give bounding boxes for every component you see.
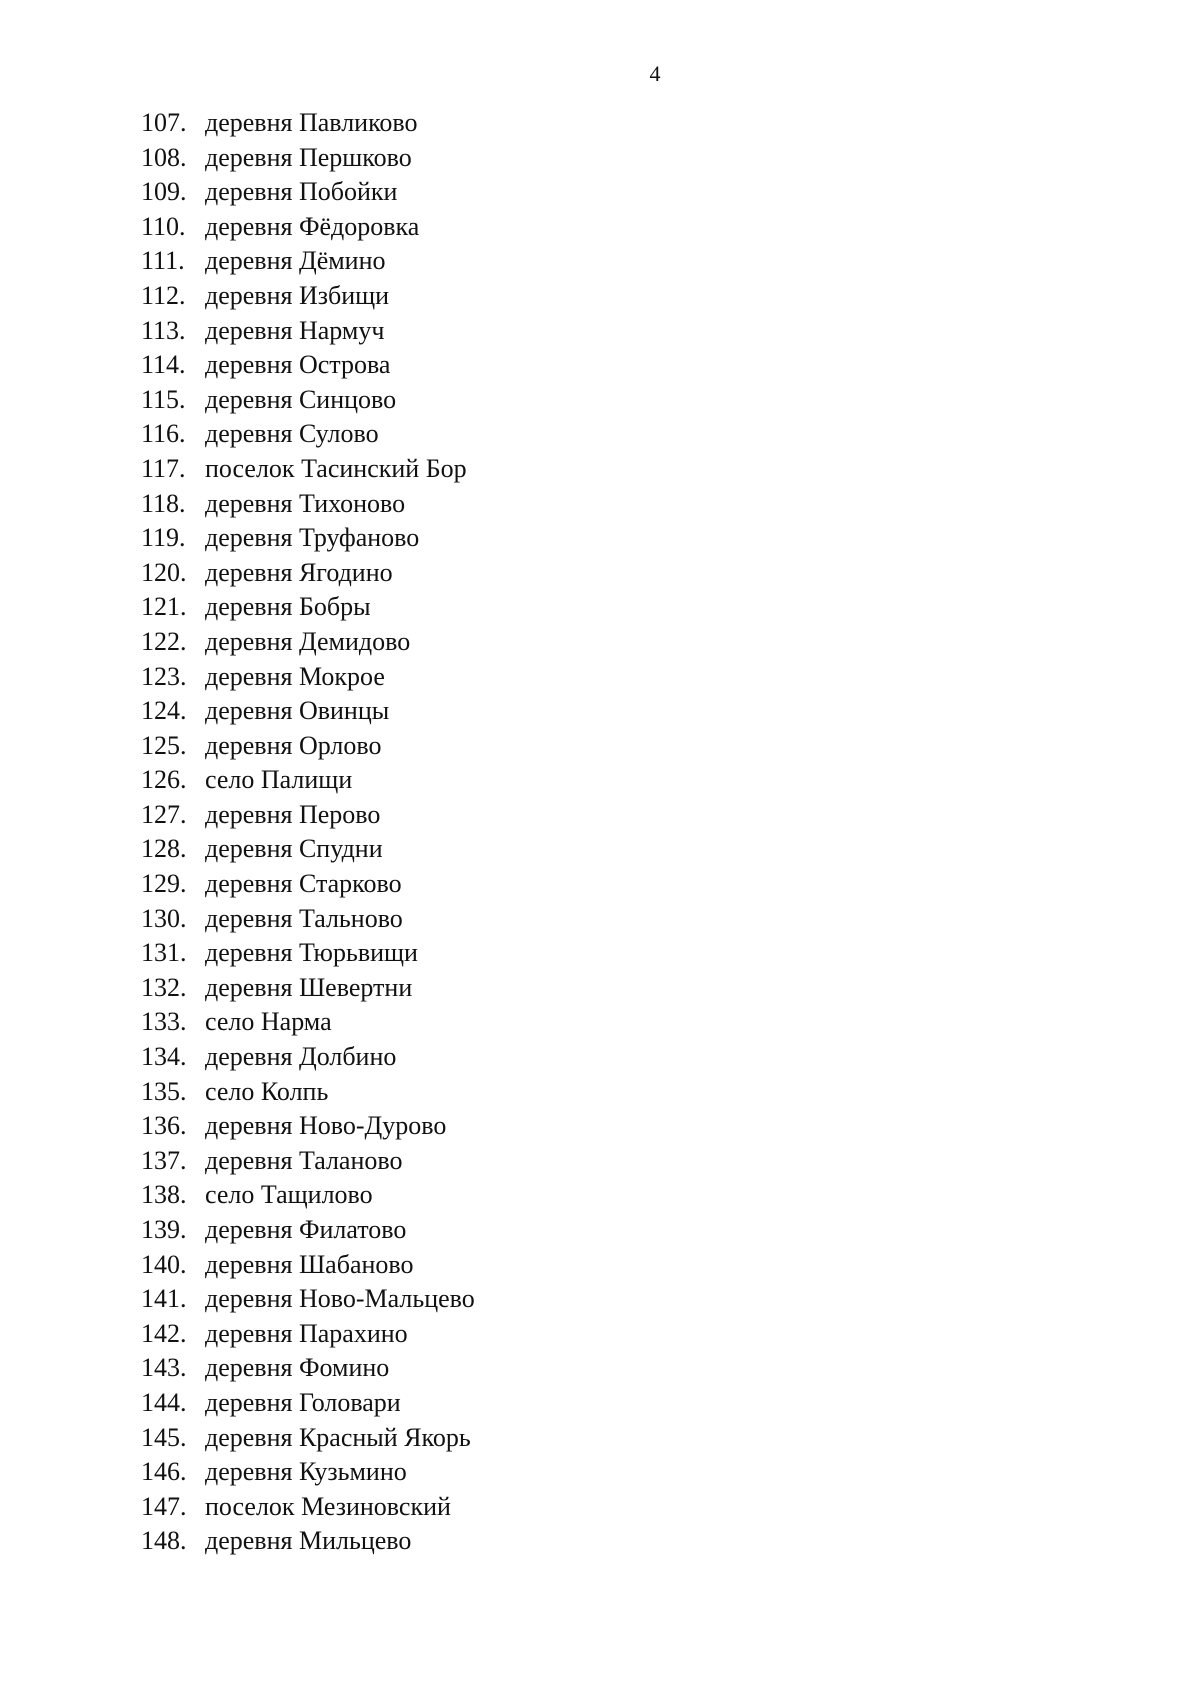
settlement-name: деревня Мокрое bbox=[205, 661, 385, 691]
settlement-name: деревня Павликово bbox=[205, 108, 418, 137]
list-item bbox=[141, 1075, 475, 1110]
settlement-name: деревня Ягодино bbox=[205, 557, 393, 587]
item-number: 146. bbox=[141, 1457, 187, 1487]
item-number: 126. bbox=[141, 765, 187, 795]
list-item bbox=[141, 141, 475, 176]
list-item bbox=[141, 487, 475, 522]
settlement-name: деревня Фёдоровка bbox=[205, 211, 420, 241]
item-number: 127. bbox=[141, 799, 187, 829]
settlement-name: деревня Шабаново bbox=[205, 1249, 414, 1279]
item-number: 123. bbox=[141, 661, 187, 691]
item-number: 136. bbox=[141, 1111, 187, 1141]
list-item bbox=[141, 556, 475, 591]
settlement-name: деревня Ново-Мальцево bbox=[205, 1284, 475, 1314]
list-item bbox=[141, 832, 475, 867]
item-number: 124. bbox=[141, 696, 187, 726]
item-number: 111. bbox=[141, 246, 185, 276]
settlement-name: деревня Парахино bbox=[205, 1318, 408, 1348]
item-number: 109. bbox=[141, 177, 187, 207]
item-number: 132. bbox=[141, 972, 187, 1002]
list-item bbox=[141, 694, 475, 729]
item-number: 115. bbox=[141, 384, 186, 414]
item-number: 137. bbox=[141, 1145, 187, 1175]
item-number: 133. bbox=[141, 1007, 187, 1037]
item-number: 116. bbox=[141, 419, 186, 449]
item-number: 128. bbox=[141, 834, 187, 864]
list-item bbox=[141, 1005, 475, 1040]
list-item bbox=[141, 590, 475, 625]
list-item bbox=[141, 625, 475, 660]
list-item bbox=[141, 244, 475, 279]
settlement-name: деревня Фомино bbox=[205, 1353, 390, 1383]
item-number: 140. bbox=[141, 1249, 187, 1279]
settlement-name: деревня Демидово bbox=[205, 626, 411, 656]
page-number: 4 bbox=[649, 61, 661, 86]
settlement-list bbox=[141, 106, 475, 1559]
settlement-name: деревня Побойки bbox=[205, 177, 398, 207]
item-number: 147. bbox=[141, 1491, 187, 1521]
settlement-name: село Тащилово bbox=[205, 1180, 373, 1210]
item-number: 139. bbox=[141, 1215, 187, 1244]
list-item bbox=[141, 314, 475, 349]
list-item bbox=[141, 1109, 475, 1144]
item-number: 110. bbox=[141, 211, 186, 241]
list-item bbox=[141, 210, 475, 245]
list-item bbox=[141, 1317, 475, 1352]
settlement-name: деревня Острова bbox=[205, 350, 391, 380]
item-number: 148. bbox=[141, 1526, 187, 1556]
list-item bbox=[141, 867, 475, 902]
settlement-name: деревня Нармуч bbox=[205, 315, 385, 345]
settlement-name: поселок Тасинский Бор bbox=[205, 453, 467, 483]
item-number: 143. bbox=[141, 1353, 187, 1383]
settlement-name: деревня Труфаново bbox=[205, 523, 420, 553]
item-number: 120. bbox=[141, 557, 187, 587]
list-item bbox=[141, 1282, 475, 1317]
list-item bbox=[141, 971, 475, 1006]
settlement-name: деревня Тюрьвищи bbox=[205, 938, 418, 968]
settlement-name: деревня Синцово bbox=[205, 384, 397, 414]
list-item bbox=[141, 1213, 475, 1248]
list-item bbox=[141, 1144, 475, 1179]
settlement-name: поселок Мезиновский bbox=[205, 1491, 451, 1521]
item-number: 107. bbox=[141, 108, 187, 137]
list-item bbox=[141, 106, 475, 141]
list-item bbox=[141, 1040, 475, 1075]
item-number: 125. bbox=[141, 730, 187, 760]
item-number: 119. bbox=[141, 523, 186, 553]
list-item bbox=[141, 936, 475, 971]
settlement-name: деревня Избищи bbox=[205, 280, 390, 310]
item-number: 135. bbox=[141, 1076, 187, 1106]
settlement-name: село Нарма bbox=[205, 1007, 332, 1037]
item-number: 108. bbox=[141, 142, 187, 172]
item-number: 142. bbox=[141, 1318, 187, 1348]
settlement-name: деревня Дёмино bbox=[205, 246, 386, 276]
settlement-name: деревня Бобры bbox=[205, 592, 371, 622]
item-number: 145. bbox=[141, 1422, 187, 1452]
item-number: 117. bbox=[141, 453, 186, 483]
item-number: 131. bbox=[141, 938, 187, 968]
item-number: 130. bbox=[141, 903, 187, 933]
settlement-name: деревня Тихоново bbox=[205, 488, 406, 518]
list-item bbox=[141, 1524, 475, 1559]
item-number: 112. bbox=[141, 280, 186, 310]
item-number: 122. bbox=[141, 626, 187, 656]
list-item bbox=[141, 729, 475, 764]
list-item bbox=[141, 1248, 475, 1283]
settlement-name: деревня Перово bbox=[205, 799, 381, 829]
list-item bbox=[141, 383, 475, 418]
settlement-name: деревня Спудни bbox=[205, 834, 383, 864]
list-item bbox=[141, 417, 475, 452]
settlement-name: деревня Сулово bbox=[205, 419, 379, 449]
settlement-name: деревня Овинцы bbox=[205, 696, 390, 726]
settlement-name: деревня Ново-Дурово bbox=[205, 1111, 447, 1141]
list-item bbox=[141, 1421, 475, 1456]
list-item bbox=[141, 521, 475, 556]
list-item bbox=[141, 1455, 475, 1490]
list-item bbox=[141, 1178, 475, 1213]
item-number: 118. bbox=[141, 488, 186, 518]
item-number: 141. bbox=[141, 1284, 187, 1314]
settlement-name: деревня Старково bbox=[205, 869, 402, 899]
settlement-name: деревня Таланово bbox=[205, 1145, 403, 1175]
item-number: 121. bbox=[141, 592, 187, 622]
settlement-name: деревня Головари bbox=[205, 1387, 401, 1417]
settlement-name: деревня Орлово bbox=[205, 730, 382, 760]
item-number: 144. bbox=[141, 1387, 187, 1417]
settlement-name: деревня Филатово bbox=[205, 1215, 407, 1244]
settlement-name: деревня Долбино bbox=[205, 1042, 397, 1072]
settlement-name: село Колпь bbox=[205, 1076, 329, 1106]
list-item bbox=[141, 279, 475, 314]
settlement-name: село Палищи bbox=[205, 765, 353, 795]
list-item bbox=[141, 1490, 475, 1525]
item-number: 114. bbox=[141, 350, 186, 380]
list-item bbox=[141, 660, 475, 695]
list-item bbox=[141, 348, 475, 383]
list-item bbox=[141, 902, 475, 937]
settlement-name: деревня Шевертни bbox=[205, 972, 413, 1002]
settlement-name: деревня Мильцево bbox=[205, 1526, 412, 1556]
settlement-name: деревня Першково bbox=[205, 142, 412, 172]
list-item bbox=[141, 1351, 475, 1386]
list-item bbox=[141, 798, 475, 833]
list-item bbox=[141, 175, 475, 210]
settlement-name: деревня Красный Якорь bbox=[205, 1422, 471, 1452]
list-item bbox=[141, 1386, 475, 1421]
item-number: 134. bbox=[141, 1042, 187, 1072]
list-item bbox=[141, 763, 475, 798]
item-number: 138. bbox=[141, 1180, 187, 1210]
settlement-name: деревня Тальново bbox=[205, 903, 403, 933]
list-item bbox=[141, 452, 475, 487]
settlement-name: деревня Кузьмино bbox=[205, 1457, 407, 1487]
item-number: 113. bbox=[141, 315, 186, 345]
item-number: 129. bbox=[141, 869, 187, 899]
